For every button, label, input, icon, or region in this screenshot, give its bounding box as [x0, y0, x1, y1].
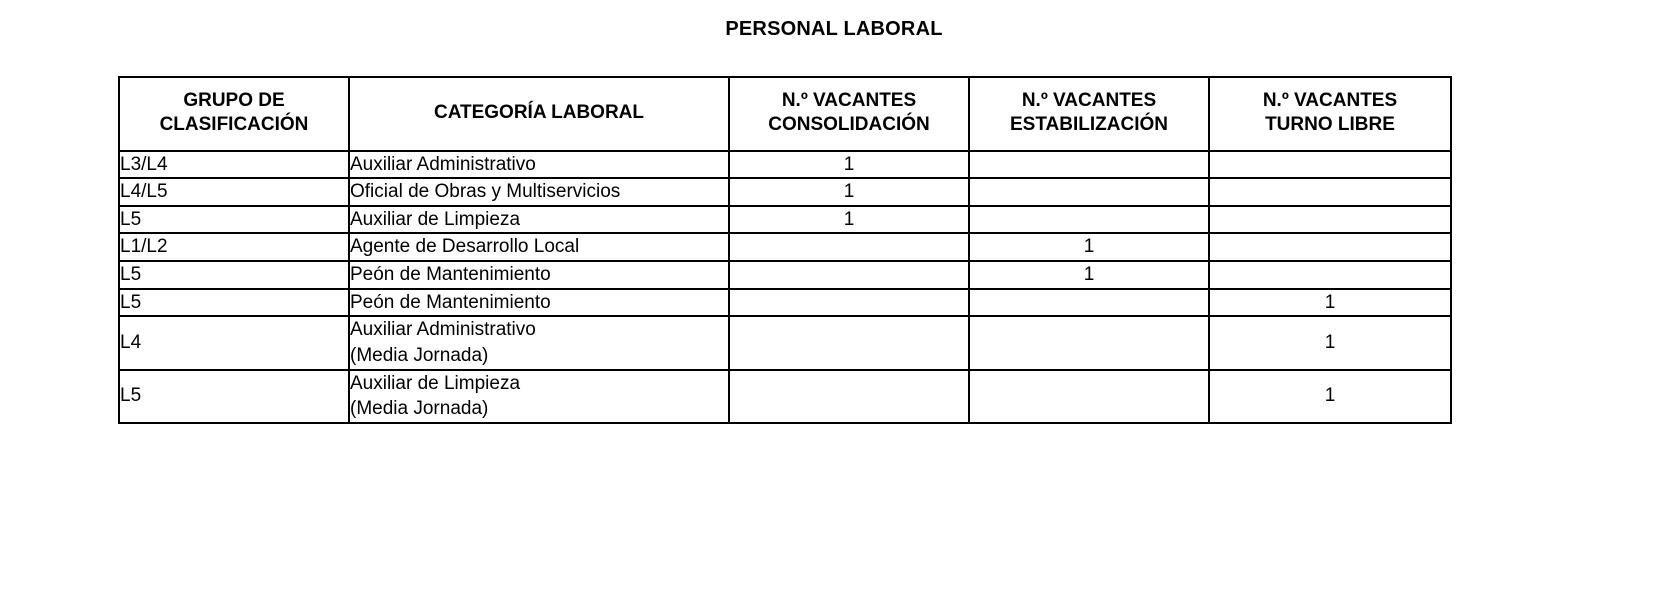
- cell-turno-libre: [1209, 233, 1451, 261]
- cell-categoria-subtext: (Media Jornada): [350, 398, 489, 420]
- cell-consolidacion: 1: [729, 178, 969, 206]
- cell-consolidacion: [729, 261, 969, 289]
- table-row: [119, 178, 1451, 206]
- table-row: [119, 151, 1451, 179]
- column-header-vacantes-estabilizacion: [969, 77, 1209, 151]
- cell-estabilizacion: [969, 370, 1209, 423]
- cell-grupo: L5: [119, 206, 349, 234]
- cell-estabilizacion: [969, 289, 1209, 317]
- cell-categoria: [349, 370, 729, 423]
- cell-estabilizacion: 1: [969, 261, 1209, 289]
- cell-turno-libre: [1209, 178, 1451, 206]
- column-header-vacantes-consolidacion: [729, 77, 969, 151]
- cell-consolidacion: 1: [729, 151, 969, 179]
- column-header-estabilizacion-line2: ESTABILIZACIÓN: [1010, 113, 1168, 135]
- cell-turno-libre: [1209, 151, 1451, 179]
- cell-categoria: [349, 316, 729, 369]
- cell-consolidacion: [729, 289, 969, 317]
- column-header-categoria-laboral: [349, 77, 729, 151]
- column-header-categoria-line1: CATEGORÍA LABORAL: [433, 101, 645, 123]
- cell-categoria-text: Agente de Desarrollo Local: [350, 236, 580, 258]
- page-title-text: PERSONAL LABORAL: [725, 18, 943, 40]
- column-header-consolidacion-line1: N.º VACANTES: [781, 90, 917, 111]
- table-body: [119, 151, 1451, 423]
- cell-categoria-subtext: (Media Jornada): [350, 344, 489, 366]
- table-row: [119, 206, 1451, 234]
- cell-consolidacion: [729, 316, 969, 369]
- cell-categoria-text: Auxiliar de Limpieza: [350, 208, 521, 230]
- cell-turno-libre: [1209, 261, 1451, 289]
- column-header-grupo-line1: GRUPO DE: [183, 90, 285, 111]
- document-page: [0, 18, 1668, 602]
- cell-grupo: L5: [119, 261, 349, 289]
- table-row: [119, 289, 1451, 317]
- cell-turno-libre: [1209, 206, 1451, 234]
- table-row: [119, 261, 1451, 289]
- cell-grupo: L5: [119, 289, 349, 317]
- column-header-turno-libre-line2: TURNO LIBRE: [1265, 113, 1395, 135]
- cell-grupo: L5: [119, 370, 349, 423]
- column-header-turno-libre-line1: N.º VACANTES: [1262, 90, 1398, 111]
- table-header-row: [119, 77, 1451, 151]
- column-header-consolidacion-line2: CONSOLIDACIÓN: [768, 113, 930, 135]
- table-row: [119, 233, 1451, 261]
- cell-turno-libre: 1: [1209, 316, 1451, 369]
- cell-grupo: L1/L2: [119, 233, 349, 261]
- cell-estabilizacion: 1: [969, 233, 1209, 261]
- cell-categoria-text: Oficial de Obras y Multiservicios: [350, 181, 621, 203]
- cell-consolidacion: 1: [729, 206, 969, 234]
- column-header-grupo-clasificacion: [119, 77, 349, 151]
- table-header: [119, 77, 1451, 151]
- cell-categoria-text: Auxiliar Administrativo: [350, 319, 536, 341]
- cell-grupo: L4/L5: [119, 178, 349, 206]
- table-row: [119, 370, 1451, 423]
- column-header-vacantes-turno-libre: [1209, 77, 1451, 151]
- staff-table-container: [118, 76, 1450, 424]
- cell-turno-libre: 1: [1209, 370, 1451, 423]
- cell-categoria: [349, 178, 729, 206]
- cell-categoria: [349, 151, 729, 179]
- cell-turno-libre: 1: [1209, 289, 1451, 317]
- column-header-estabilizacion-line1: N.º VACANTES: [1021, 90, 1157, 111]
- personal-laboral-table: [118, 76, 1452, 424]
- cell-categoria-text: Peón de Mantenimiento: [350, 264, 551, 286]
- cell-categoria-text: Peón de Mantenimiento: [350, 291, 551, 313]
- cell-categoria: [349, 289, 729, 317]
- cell-categoria: [349, 233, 729, 261]
- cell-grupo: L3/L4: [119, 151, 349, 179]
- cell-categoria: [349, 206, 729, 234]
- cell-estabilizacion: [969, 151, 1209, 179]
- table-row: [119, 316, 1451, 369]
- cell-consolidacion: [729, 233, 969, 261]
- cell-categoria-text: Auxiliar de Limpieza: [350, 372, 521, 394]
- column-header-grupo-line2: CLASIFICACIÓN: [159, 113, 309, 135]
- cell-grupo: L4: [119, 316, 349, 369]
- page-title: [0, 18, 1668, 41]
- cell-estabilizacion: [969, 316, 1209, 369]
- cell-estabilizacion: [969, 206, 1209, 234]
- cell-categoria-text: Auxiliar Administrativo: [350, 153, 536, 175]
- cell-categoria: [349, 261, 729, 289]
- cell-consolidacion: [729, 370, 969, 423]
- cell-estabilizacion: [969, 178, 1209, 206]
